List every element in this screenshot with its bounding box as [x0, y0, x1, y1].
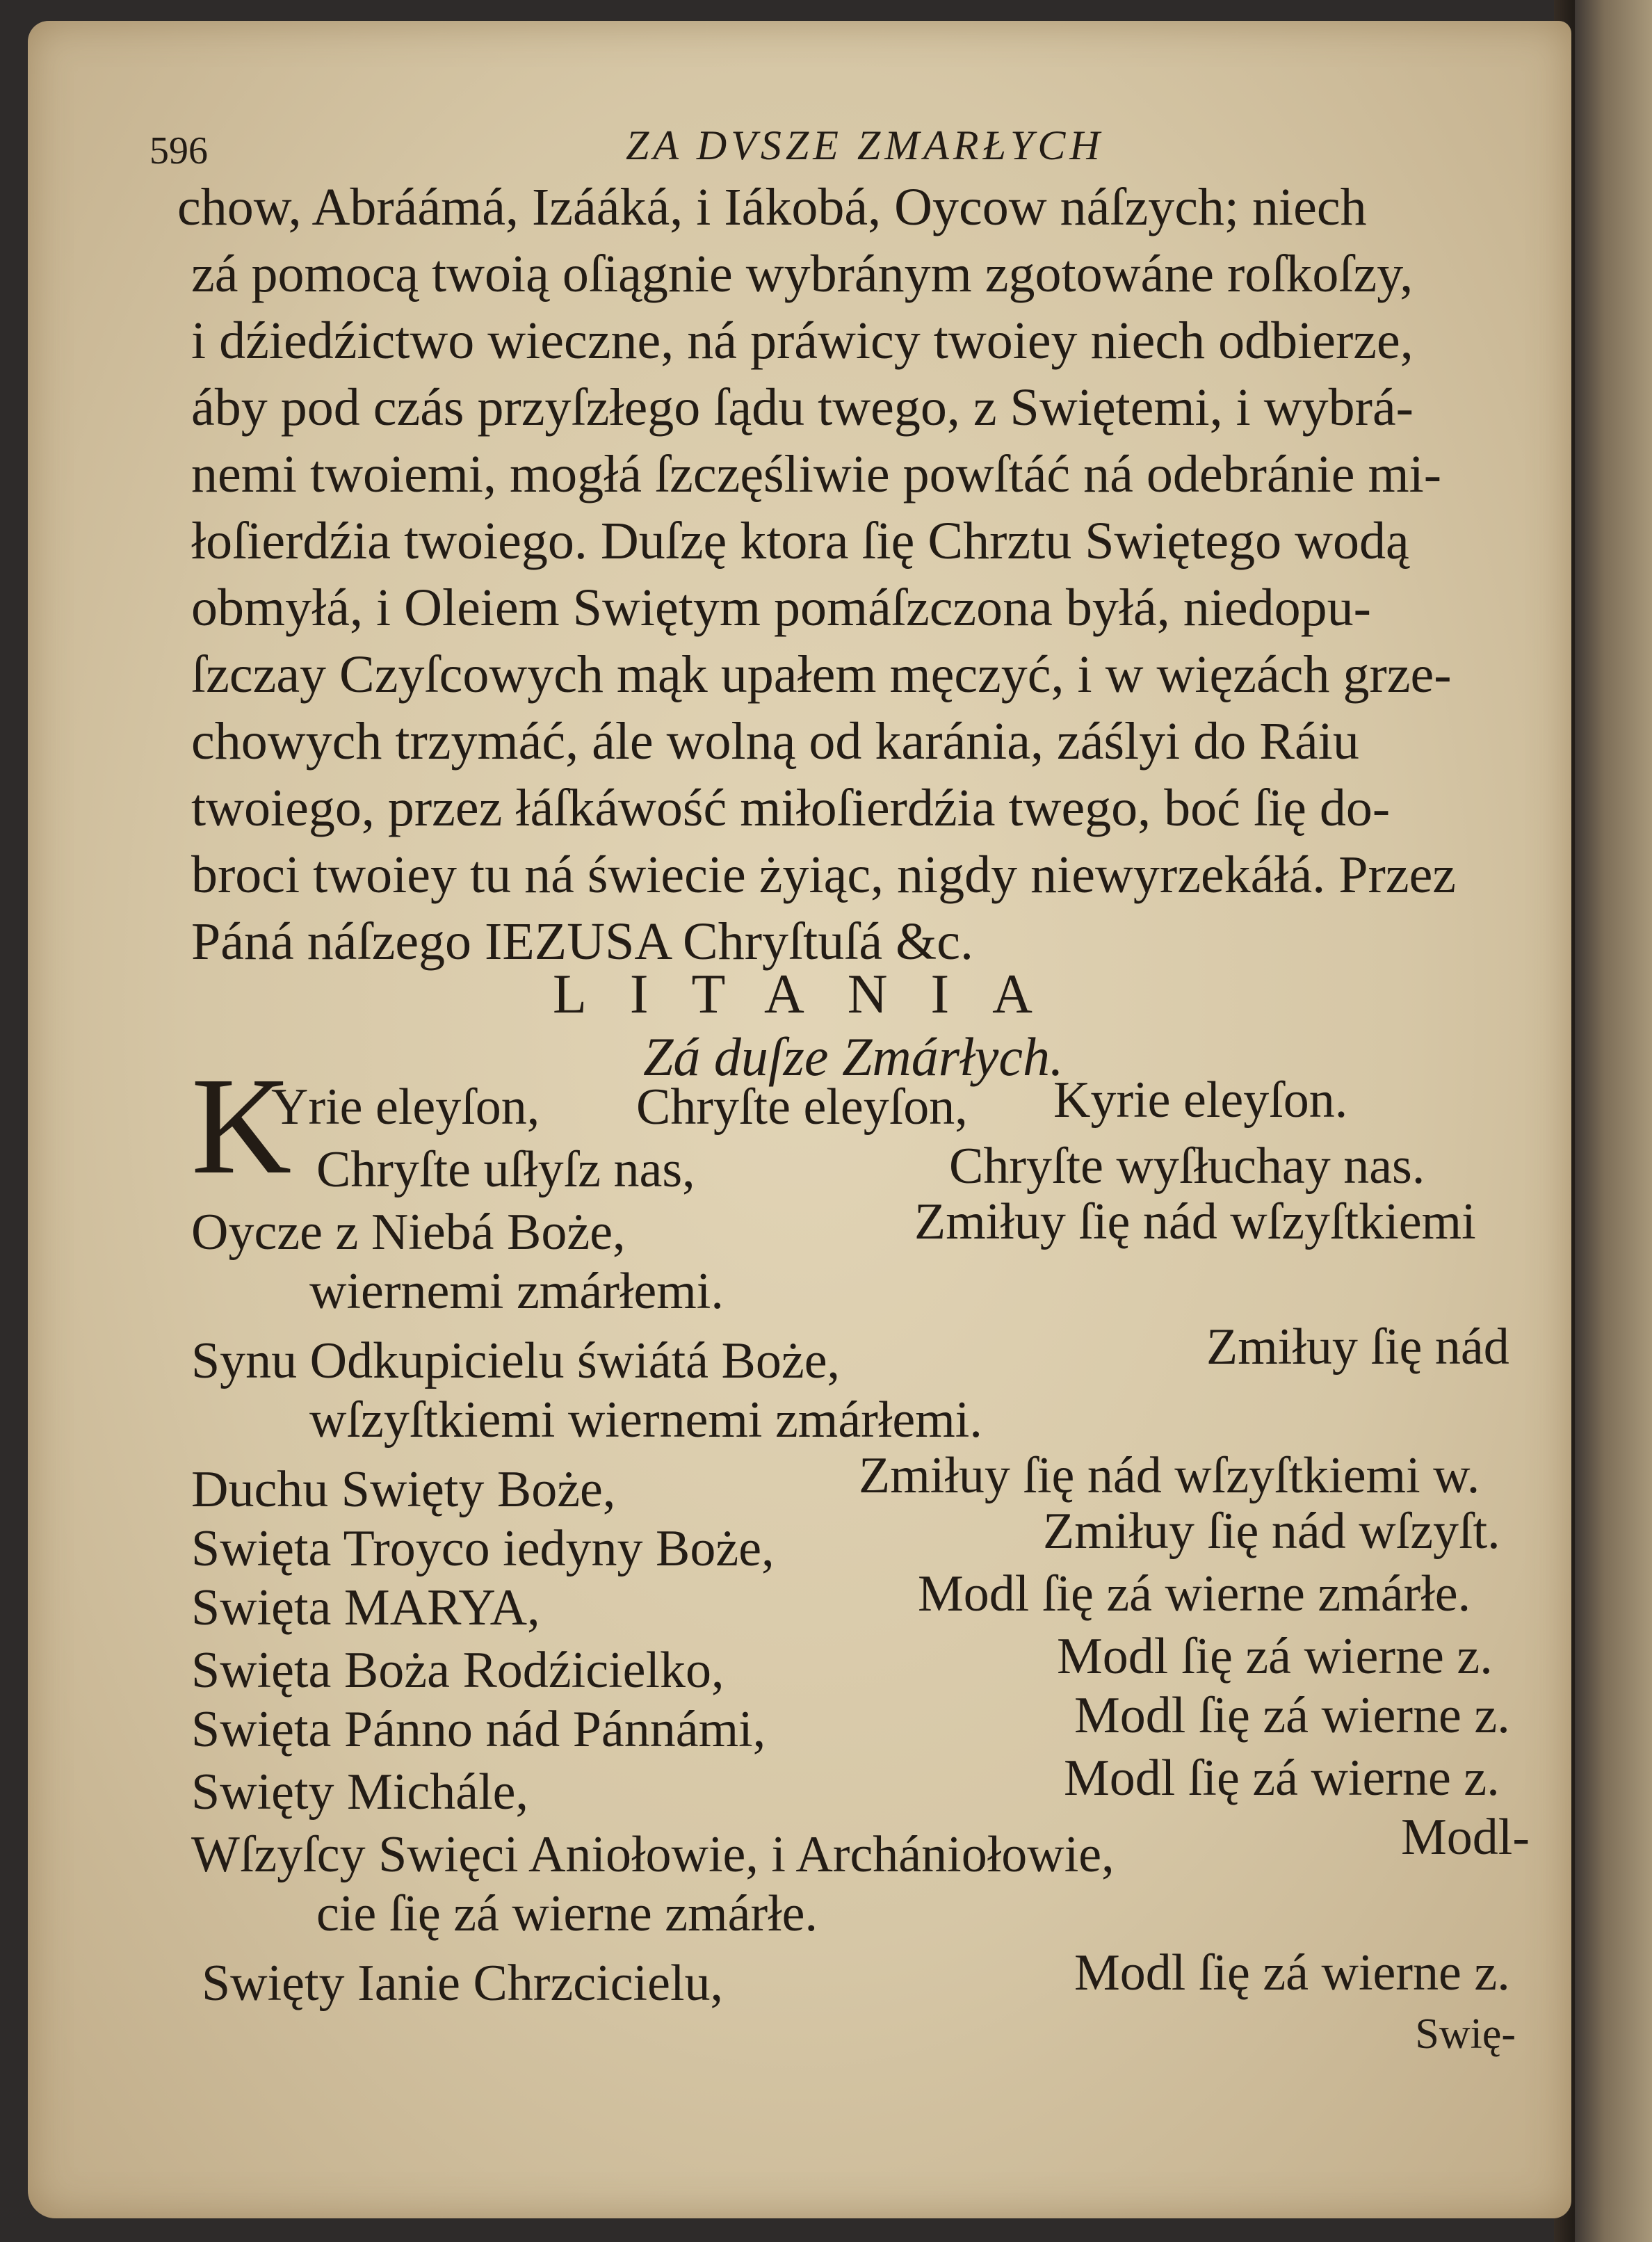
response: Modl ſię zá wierne z. — [1064, 1750, 1500, 1807]
invocation: Swięty Ianie Chrzcicielu, — [202, 1955, 724, 2012]
catchword: Swię- — [1415, 2010, 1516, 2058]
text-line: áby pod czás przyſzłego ſądu twego, z Swiętemi, i wybrá- — [191, 378, 1414, 437]
invocation: Wſzyſcy Swięci Aniołowie, i Archániołowie, — [191, 1826, 1115, 1883]
invocation: Duchu Swięty Boże, — [191, 1461, 616, 1518]
invocation: Swięta Troyco iedyny Boże, — [191, 1520, 775, 1577]
response: Kyrie eleyſon. — [1053, 1072, 1348, 1129]
text-line: łoſierdźia twoiego. Duſzę ktora ſię Chrztu Swiętego wodą — [191, 512, 1409, 570]
response: Zmiłuy ſię nád wſzyſtkiemi w. — [859, 1447, 1480, 1504]
invocation: Synu Odkupicielu świátá Boże, — [191, 1332, 841, 1389]
invocation: Swięty Michále, — [191, 1764, 529, 1821]
text-line: nemi twoiemi, mogłá ſzczęśliwie powſtáć ná odebránie mi- — [191, 445, 1442, 503]
response: Modl ſię zá wierne zmárłe. — [918, 1565, 1471, 1622]
drop-cap: K — [191, 1049, 292, 1203]
text-line: chowych trzymáć, ále wolną od karánia, záślyi do Ráiu — [191, 712, 1359, 771]
text-line: i dźiedźictwo wieczne, ná práwicy twoiey niech odbierze, — [191, 312, 1414, 370]
litany-title: LITANIA — [553, 964, 1076, 1025]
invocation: Oycze z Niebá Boże, — [191, 1204, 626, 1261]
text-line: chow, Abráámá, Izááká, i Iákobá, Oycow náſzych; niech — [177, 178, 1367, 236]
response: Modl- — [1401, 1809, 1530, 1866]
response: Zmiłuy ſię nád wſzyſt. — [1043, 1503, 1500, 1560]
page-number: 596 — [149, 129, 208, 172]
adjacent-page-edge — [1573, 0, 1652, 2242]
response: Modl ſię zá wierne z. — [1074, 1944, 1510, 2001]
invocation: wſzyſtkiemi wiernemi zmárłemi. — [309, 1392, 982, 1449]
response: Modl ſię zá wierne z. — [1057, 1628, 1493, 1685]
response: Zmiłuy ſię nád wſzyſtkiemi — [914, 1193, 1476, 1250]
invocation: Yrie eleyſon, — [271, 1079, 540, 1136]
page-body — [177, 174, 1554, 2191]
running-head: ZA DVSZE ZMARŁYCH — [626, 122, 1104, 168]
response: Modl ſię zá wierne z. — [1074, 1687, 1510, 1744]
invocation: Chryſte uſłyſz nas, — [316, 1141, 695, 1198]
text-line: twoiego, przez łáſkáwość miłoſierdźia twego, boć ſię do- — [191, 779, 1391, 837]
response: Chryſte wyſłuchay nas. — [949, 1138, 1425, 1195]
text-line: zá pomocą twoią oſiągnie wybránym zgotowáne roſkoſzy, — [191, 245, 1414, 303]
invocation: Swięta Boża Rodźicielko, — [191, 1642, 724, 1699]
text-line: broci twoiey tu ná świecie żyiąc, nigdy niewyrzekáłá. Przez — [191, 846, 1457, 904]
text-line: ſzczay Czyſcowych mąk upałem męczyć, i w więzách grze- — [191, 645, 1452, 704]
text-line: obmyłá, i Oleiem Swiętym pomáſzczona byłá, niedopu- — [191, 579, 1371, 637]
invocation: Swięta Pánno nád Pánnámi, — [191, 1701, 766, 1758]
invocation: wiernemi zmárłemi. — [309, 1263, 724, 1320]
invocation: Swięta MARYA, — [191, 1579, 540, 1636]
invocation: cie ſię zá wierne zmárłe. — [316, 1885, 818, 1942]
page-header — [28, 122, 1571, 177]
response: Zmiłuy ſię nád — [1206, 1318, 1509, 1376]
litany-subtitle: Zá duſze Zmárłych. — [643, 1026, 1064, 1087]
book-page — [28, 21, 1571, 2218]
invocation: Chryſte eleyſon, — [636, 1079, 968, 1136]
text-line: Páná náſzego IEZUSA Chryſtuſá &c. — [191, 912, 973, 971]
